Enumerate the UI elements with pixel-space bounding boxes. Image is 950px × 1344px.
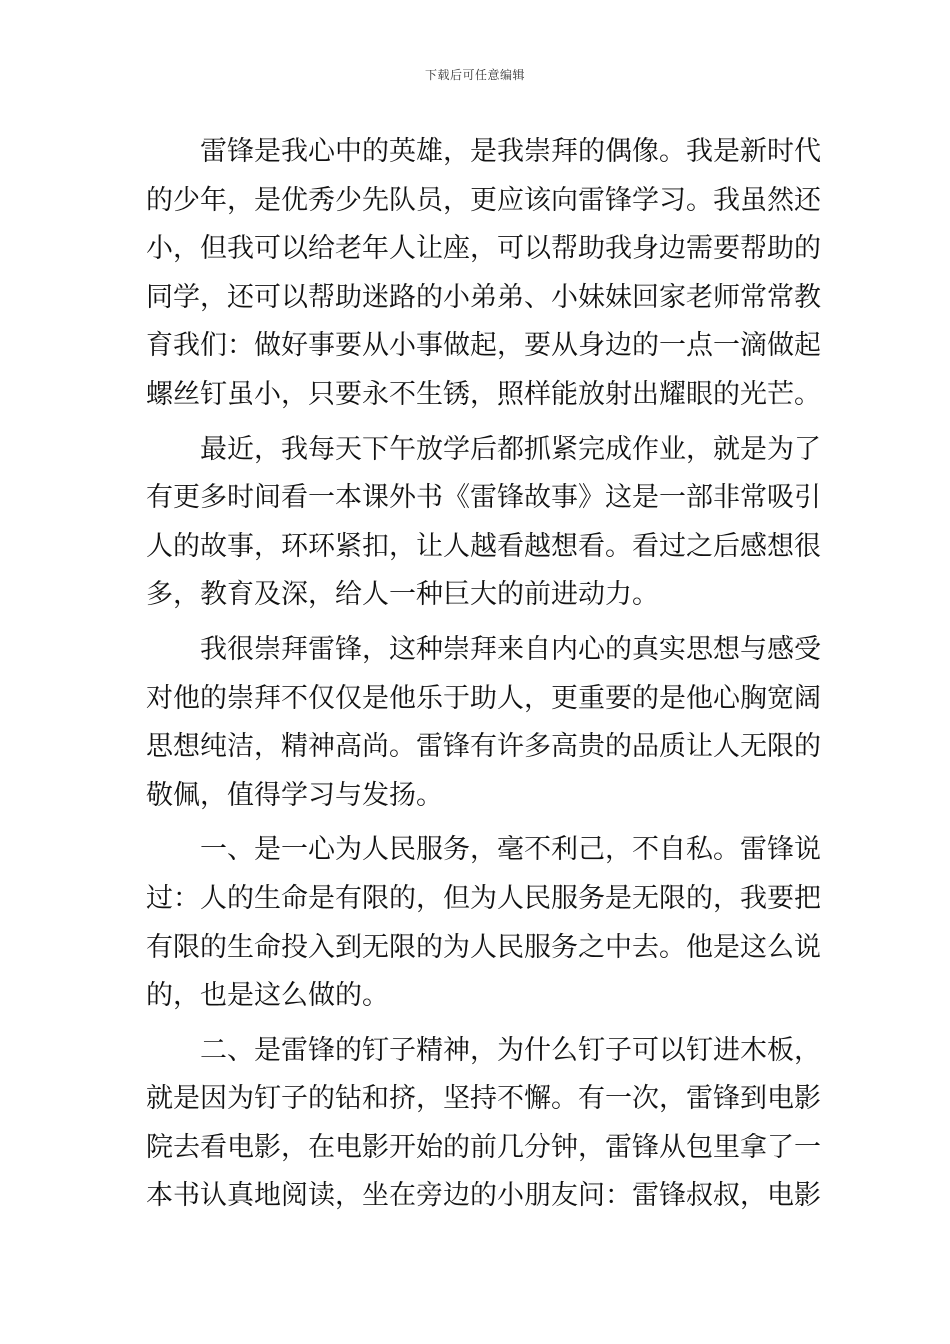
paragraph-line: 过：人的生命是有限的，但为人民服务是无限的，我要把 — [146, 882, 821, 914]
paragraph-2 — [146, 426, 821, 620]
paragraph-line: 就是因为钉子的钻和挤，坚持不懈。有一次，雷锋到电影 — [146, 1083, 821, 1115]
paragraph-line: 敬佩，值得学习与发扬。 — [146, 779, 443, 811]
paragraph-line: 院去看电影，在电影开始的前几分钟，雷锋从包里拿了一 — [146, 1131, 821, 1163]
paragraph-3 — [146, 626, 821, 820]
document-body — [146, 128, 821, 1221]
paragraph-line: 多，教育及深，给人一种巨大的前进动力。 — [146, 579, 659, 611]
paragraph-line: 有限的生命投入到无限的为人民服务之中去。他是这么说 — [146, 931, 821, 963]
paragraph-line: 小，但我可以给老年人让座，可以帮助我身边需要帮助的 — [146, 233, 821, 265]
paragraph-line: 我很崇拜雷锋，这种崇拜来自内心的真实思想与感受 — [200, 633, 821, 665]
paragraph-5 — [146, 1027, 821, 1221]
paragraph-line: 二、是雷锋的钉子精神，为什么钉子可以钉进木板， — [200, 1034, 821, 1066]
paragraph-line: 思想纯洁，精神高尚。雷锋有许多高贵的品质让人无限的 — [146, 731, 821, 763]
header-note: 下载后可任意编辑 — [424, 68, 525, 82]
paragraph-line: 人的故事，环环紧扣，让人越看越想看。看过之后感想很 — [146, 530, 821, 562]
paragraph-line: 螺丝钉虽小，只要永不生锈，照样能放射出耀眼的光芒。 — [146, 378, 821, 410]
paragraph-line: 育我们：做好事要从小事做起，要从身边的一点一滴做起 — [146, 330, 821, 362]
paragraph-line: 的，也是这么做的。 — [146, 980, 389, 1012]
paragraph-line: 一、是一心为人民服务，毫不利己，不自私。雷锋说 — [200, 834, 821, 866]
paragraph-line: 本书认真地阅读，坐在旁边的小朋友问：雷锋叔叔，电影 — [146, 1180, 821, 1212]
paragraph-line: 雷锋是我心中的英雄，是我崇拜的偶像。我是新时代 — [200, 136, 821, 167]
paragraph-line: 同学，还可以帮助迷路的小弟弟、小妹妹回家老师常常教 — [146, 281, 821, 313]
paragraph-line: 有更多时间看一本课外书《雷锋故事》这是一部非常吸引 — [146, 482, 821, 514]
paragraph-4 — [146, 826, 821, 1020]
paragraph-line: 最近，我每天下午放学后都抓紧完成作业，就是为了 — [200, 433, 821, 465]
paragraph-line: 的少年，是优秀少先队员，更应该向雷锋学习。我虽然还 — [146, 184, 821, 216]
paragraph-1 — [146, 128, 821, 420]
paragraph-line: 对他的崇拜不仅仅是他乐于助人，更重要的是他心胸宽阔 — [146, 682, 821, 714]
